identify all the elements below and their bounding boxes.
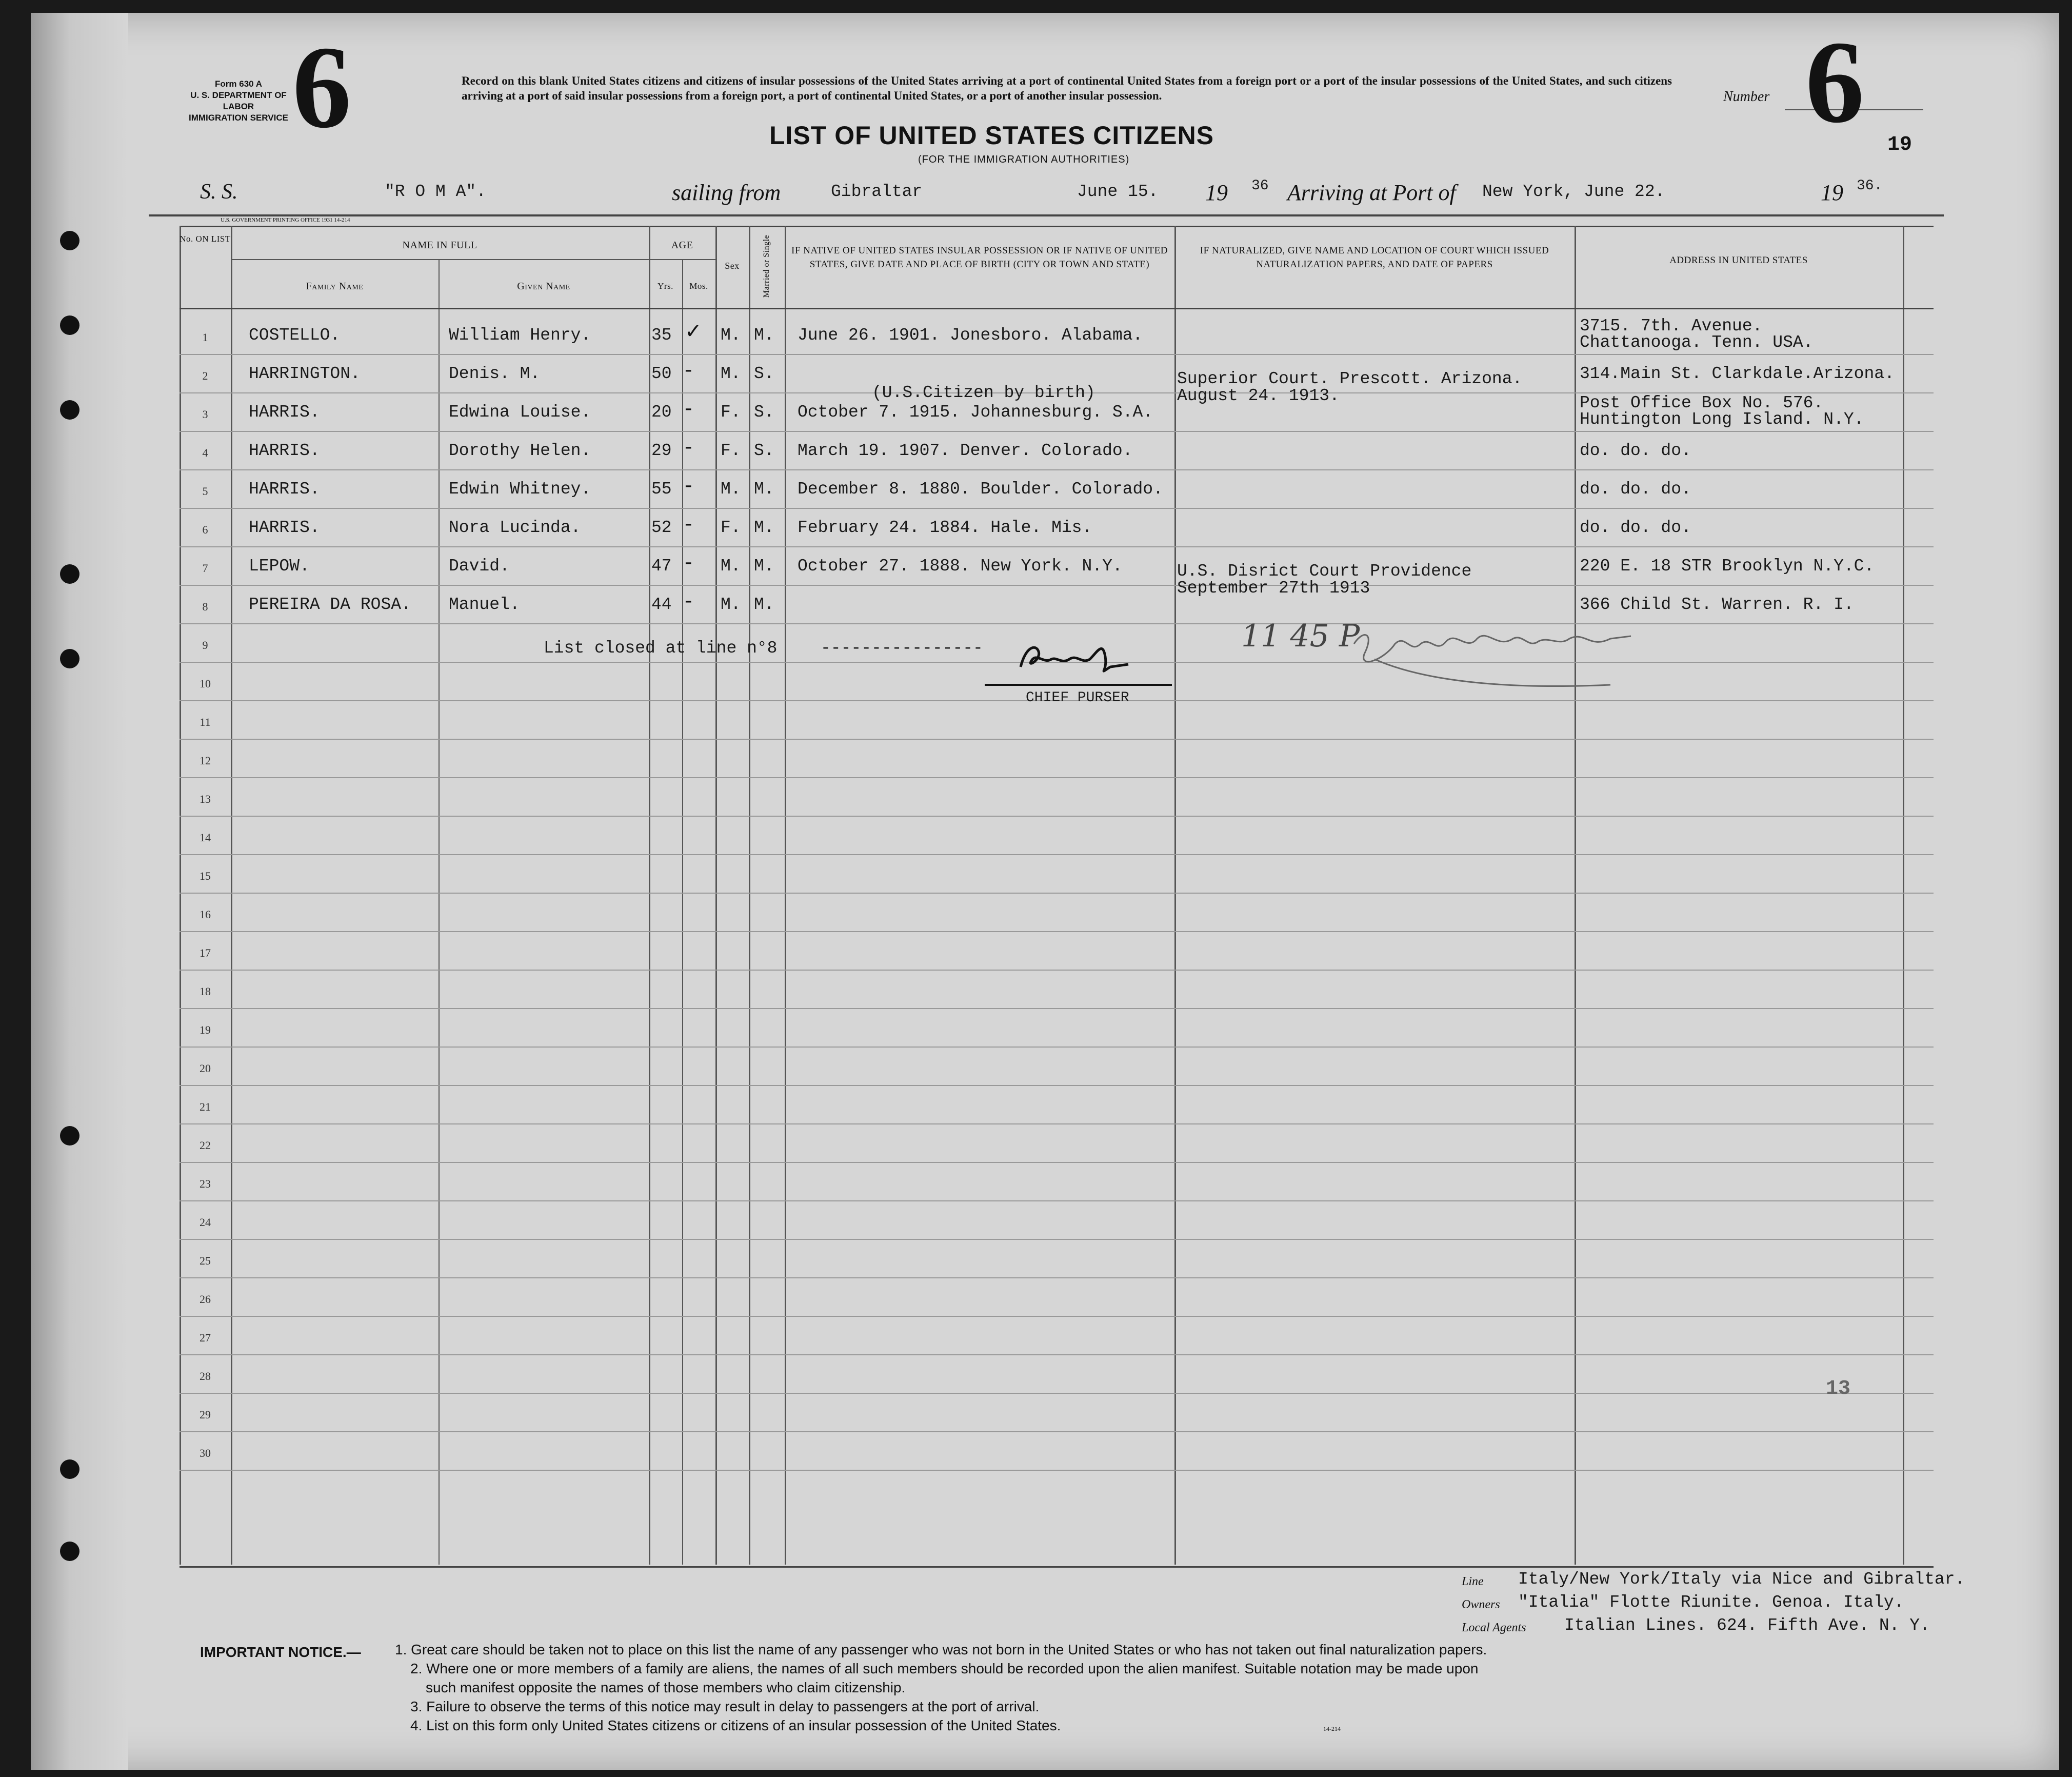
header-bottom-rule bbox=[180, 308, 1934, 309]
col-line bbox=[1903, 226, 1904, 1565]
birth-info: October 7. 1915. Johannesburg. S.A. bbox=[798, 403, 1153, 422]
big-number-right: 6 bbox=[1805, 16, 1864, 147]
birth-info: December 8. 1880. Boulder. Colorado. bbox=[798, 480, 1163, 499]
row-number: 11 bbox=[200, 716, 211, 728]
row-number: 19 bbox=[200, 1023, 211, 1036]
row-rule bbox=[180, 1162, 1934, 1163]
row-rule bbox=[180, 931, 1934, 932]
row-rule bbox=[180, 777, 1934, 778]
married-single: M. bbox=[754, 557, 774, 576]
address-line-1: 3715. 7th. Avenue. bbox=[1580, 317, 1763, 335]
row-number: 21 bbox=[200, 1100, 211, 1113]
row-rule bbox=[180, 854, 1934, 855]
service: IMMIGRATION SERVICE bbox=[189, 113, 288, 123]
punch-hole bbox=[60, 231, 79, 250]
family-name: HARRIS. bbox=[249, 518, 320, 537]
arrival-year: 36. bbox=[1857, 178, 1883, 194]
inspector-signature-svg bbox=[1344, 623, 1703, 700]
punch-hole bbox=[60, 1126, 79, 1146]
row-rule bbox=[180, 1008, 1934, 1009]
row-number: 7 bbox=[202, 562, 208, 575]
col-line bbox=[439, 259, 440, 1565]
row-rule bbox=[180, 546, 1934, 547]
row-number: 27 bbox=[200, 1331, 211, 1344]
printer-note: U.S. GOVERNMENT PRINTING OFFICE 1931 14-214 bbox=[221, 217, 350, 223]
birth-info: June 26. 1901. Jonesboro. Alabama. bbox=[798, 326, 1143, 345]
agents-label: Local Agents bbox=[1462, 1621, 1526, 1634]
col-line bbox=[1174, 226, 1176, 1565]
row-rule bbox=[180, 816, 1934, 817]
row-rule bbox=[180, 1393, 1934, 1394]
row-number: 4 bbox=[202, 446, 208, 459]
punch-hole bbox=[60, 400, 79, 420]
ss-label: S. S. bbox=[200, 180, 238, 204]
punch-hole bbox=[60, 649, 79, 668]
family-name: HARRINGTON. bbox=[249, 364, 361, 383]
handwritten-time: 11 45 P bbox=[1241, 618, 1360, 654]
naturalization-court: U.S. Disrict Court Providence bbox=[1177, 562, 1472, 581]
row-rule bbox=[180, 1085, 1934, 1086]
arriving-label: Arriving at Port of bbox=[1287, 180, 1456, 205]
given-name: Edwin Whitney. bbox=[449, 480, 591, 499]
address-line-1: do. do. do. bbox=[1580, 441, 1691, 460]
row-rule bbox=[180, 1200, 1934, 1201]
subheader-rule bbox=[231, 259, 715, 260]
punch-hole bbox=[60, 564, 79, 584]
age-months-mark: - bbox=[685, 435, 692, 459]
age-years: 44 bbox=[651, 595, 672, 614]
married-single: S. bbox=[754, 441, 774, 460]
form-code: 14-214 bbox=[1323, 1725, 1341, 1732]
sailing-label: sailing from bbox=[672, 180, 781, 205]
agents-value: Italian Lines. 624. Fifth Ave. N. Y. bbox=[1564, 1616, 1930, 1635]
age-months-mark: - bbox=[685, 473, 692, 497]
owners-label: Owners bbox=[1462, 1598, 1500, 1611]
given-name: David. bbox=[449, 557, 510, 576]
age-years: 47 bbox=[651, 557, 672, 576]
sex: M. bbox=[721, 364, 741, 383]
notice-1: 1. Great care should be taken not to place on this list the name of any passenger who was not born in the United States or who has not taken out final naturalization papers. bbox=[395, 1642, 1487, 1657]
col-header-birth: IF NATIVE OF UNITED STATES INSULAR POSSESSION OR IF NATIVE OF UNITED STATES, GIVE DATE AND PLACE OF BIRTH (CITY OR TOWN AND STATE) bbox=[791, 245, 1168, 270]
address-line-2: Huntington Long Island. N.Y. bbox=[1580, 410, 1864, 429]
address-line-1: 366 Child St. Warren. R. I. bbox=[1580, 595, 1854, 614]
chief-purser-label: CHIEF PURSER bbox=[1026, 690, 1129, 706]
page-title: LIST OF UNITED STATES CITIZENS bbox=[769, 121, 1214, 150]
age-months-mark: - bbox=[685, 512, 692, 536]
row-rule bbox=[180, 1316, 1934, 1317]
record-notice: Record on this blank United States citizens and citizens of insular possessions of the United States arriving at a port of continental United States from a foreign port or a port of the insular possessions of the United States, and such citizens arriving at a port of said insular possessions from a foreign port, a port of continental United States, or a port of another insular possession. bbox=[462, 74, 1672, 102]
row-number: 18 bbox=[200, 985, 211, 998]
row-rule bbox=[180, 469, 1934, 470]
row-rule bbox=[180, 1470, 1934, 1471]
address-line-2: Chattanooga. Tenn. USA. bbox=[1580, 333, 1814, 352]
col-line bbox=[785, 226, 786, 1565]
given-name: Manuel. bbox=[449, 595, 520, 614]
sex: M. bbox=[721, 557, 741, 576]
row-number: 14 bbox=[200, 831, 211, 844]
age-years: 50 bbox=[651, 364, 672, 383]
col-header-mos: Mos. bbox=[689, 281, 708, 291]
col-line bbox=[749, 226, 750, 1565]
row-number: 6 bbox=[202, 523, 208, 536]
row-number: 29 bbox=[200, 1408, 211, 1421]
form-id-block bbox=[185, 78, 292, 124]
given-name: Dorothy Helen. bbox=[449, 441, 591, 460]
age-months-mark: - bbox=[685, 397, 692, 420]
family-name: HARRIS. bbox=[249, 441, 320, 460]
row-number: 16 bbox=[200, 908, 211, 921]
row-number: 25 bbox=[200, 1254, 211, 1267]
sail-date: June 15. bbox=[1077, 182, 1159, 201]
col-line bbox=[231, 226, 232, 1565]
stamp-number: 13 bbox=[1826, 1377, 1851, 1400]
notice-2-cont: such manifest opposite the names of those members who claim citizenship. bbox=[426, 1680, 906, 1695]
row-number: 23 bbox=[200, 1177, 211, 1190]
col-line bbox=[649, 226, 650, 1565]
important-notice-label: IMPORTANT NOTICE.— bbox=[200, 1644, 361, 1660]
closing-dashes: ---------------- bbox=[821, 639, 983, 658]
notice-3: 3. Failure to observe the terms of this notice may result in delay to passengers at the port of arrival. bbox=[410, 1699, 1040, 1714]
big-number-left: 6 bbox=[292, 22, 351, 152]
row-number: 3 bbox=[202, 408, 208, 421]
arrival-port-date: New York, June 22. bbox=[1482, 182, 1665, 201]
age-months-mark: - bbox=[685, 589, 692, 613]
row-number: 9 bbox=[202, 639, 208, 651]
row-rule bbox=[180, 1431, 1934, 1432]
row-rule bbox=[180, 585, 1934, 586]
row-rule bbox=[180, 739, 1934, 740]
from-port: Gibraltar bbox=[831, 182, 923, 201]
row-number: 24 bbox=[200, 1216, 211, 1229]
sex: M. bbox=[721, 595, 741, 614]
given-name: Nora Lucinda. bbox=[449, 518, 581, 537]
row-rule bbox=[180, 1277, 1934, 1278]
age-years: 20 bbox=[651, 403, 672, 422]
age-months-mark: - bbox=[685, 358, 692, 382]
number-label: Number bbox=[1723, 89, 1770, 105]
family-name: PEREIRA DA ROSA. bbox=[249, 595, 411, 614]
married-single: M. bbox=[754, 518, 774, 537]
naturalization-date: August 24. 1913. bbox=[1177, 386, 1340, 405]
inspector-signature bbox=[1344, 623, 1703, 700]
row-number: 26 bbox=[200, 1293, 211, 1306]
punch-hole bbox=[60, 1542, 79, 1561]
family-name: HARRIS. bbox=[249, 480, 320, 499]
sail-year: 36 bbox=[1251, 178, 1269, 194]
naturalization-date: September 27th 1913 bbox=[1177, 579, 1370, 598]
col-header-no: No. ON LIST bbox=[180, 234, 231, 244]
family-name: HARRIS. bbox=[249, 403, 320, 422]
age-years: 29 bbox=[651, 441, 672, 460]
purser-signature-svg bbox=[980, 636, 1174, 687]
header-rule bbox=[149, 214, 1944, 216]
married-single: S. bbox=[754, 403, 774, 422]
col-header-age: AGE bbox=[671, 240, 693, 251]
line-value: Italy/New York/Italy via Nice and Gibraltar. bbox=[1518, 1570, 1965, 1589]
married-single: M. bbox=[754, 480, 774, 499]
row-number: 5 bbox=[202, 485, 208, 498]
married-single: M. bbox=[754, 595, 774, 614]
row-rule bbox=[180, 1123, 1934, 1124]
address-line-1: 220 E. 18 STR Brooklyn N.Y.C. bbox=[1580, 557, 1875, 576]
row-number: 22 bbox=[200, 1139, 211, 1152]
birth-info: October 27. 1888. New York. N.Y. bbox=[798, 557, 1123, 576]
age-years: 55 bbox=[651, 480, 672, 499]
punch-hole bbox=[60, 315, 79, 335]
row-rule bbox=[180, 508, 1934, 509]
address-line-1: do. do. do. bbox=[1580, 518, 1691, 537]
ship-name: "R O M A". bbox=[385, 182, 487, 201]
given-name: Denis. M. bbox=[449, 364, 541, 383]
row-rule bbox=[180, 970, 1934, 971]
row-rule bbox=[180, 1354, 1934, 1355]
col-line bbox=[682, 259, 683, 1565]
age-years: 35 bbox=[651, 326, 672, 345]
birth-note: (U.S.Citizen by birth) bbox=[872, 383, 1095, 402]
sex: M. bbox=[721, 480, 741, 499]
punch-hole bbox=[60, 1459, 79, 1479]
married-label: Married or Single bbox=[762, 234, 771, 298]
row-number: 8 bbox=[202, 600, 208, 613]
family-name: LEPOW. bbox=[249, 557, 310, 576]
sex: F. bbox=[721, 403, 741, 422]
row-number: 1 bbox=[202, 331, 208, 344]
row-number: 15 bbox=[200, 870, 211, 882]
row-rule bbox=[180, 431, 1934, 432]
sex: F. bbox=[721, 441, 741, 460]
page-number: 19 bbox=[1887, 133, 1912, 156]
purser-signature bbox=[980, 636, 1174, 687]
naturalization-court: Superior Court. Prescott. Arizona. bbox=[1177, 369, 1523, 388]
row-number: 20 bbox=[200, 1062, 211, 1075]
col-header-name: NAME IN FULL bbox=[402, 240, 477, 251]
col-header-naturalized: IF NATURALIZED, GIVE NAME AND LOCATION OF COURT WHICH ISSUED NATURALIZATION PAPERS, AND DATE OF PAPERS bbox=[1200, 245, 1549, 270]
age-months-mark: - bbox=[685, 550, 692, 574]
col-header-sex: Sex bbox=[725, 261, 740, 271]
manifest-page bbox=[31, 13, 2059, 1770]
line-label: Line bbox=[1462, 1575, 1484, 1588]
row-rule bbox=[180, 893, 1934, 894]
row-number: 17 bbox=[200, 946, 211, 959]
row-rule bbox=[180, 1239, 1934, 1240]
col-header-married bbox=[749, 231, 785, 308]
address-line-1: Post Office Box No. 576. bbox=[1580, 393, 1824, 412]
page-subtitle: (FOR THE IMMIGRATION AUTHORITIES) bbox=[918, 154, 1130, 165]
arrival-year-prefix: 19 bbox=[1821, 180, 1843, 205]
notice-4: 4. List on this form only United States citizens or citizens of an insular possession of the United States. bbox=[410, 1717, 1061, 1733]
notice-2: 2. Where one or more members of a family are aliens, the names of all such members should be recorded upon the alien manifest. Suitable notation may be made upon bbox=[410, 1661, 1479, 1676]
sex: F. bbox=[721, 518, 741, 537]
age-months-mark: ✓ bbox=[685, 320, 702, 343]
age-years: 52 bbox=[651, 518, 672, 537]
row-rule bbox=[180, 1047, 1934, 1048]
owners-value: "Italia" Flotte Riunite. Genoa. Italy. bbox=[1518, 1593, 1904, 1612]
birth-info: February 24. 1884. Hale. Mis. bbox=[798, 518, 1092, 537]
col-line bbox=[715, 226, 717, 1565]
address-line-1: 314.Main St. Clarkdale.Arizona. bbox=[1580, 364, 1895, 383]
row-number: 28 bbox=[200, 1370, 211, 1383]
form-number: Form 630 A bbox=[215, 79, 262, 89]
married-single: M. bbox=[754, 326, 774, 345]
married-single: S. bbox=[754, 364, 774, 383]
row-rule bbox=[180, 354, 1934, 355]
col-header-given: Given Name bbox=[517, 281, 570, 292]
col-header-address: ADDRESS IN UNITED STATES bbox=[1669, 255, 1808, 266]
col-header-family: Family Name bbox=[306, 281, 364, 292]
col-line bbox=[180, 226, 181, 1565]
family-name: COSTELLO. bbox=[249, 326, 341, 345]
col-line bbox=[1575, 226, 1576, 1565]
row-number: 30 bbox=[200, 1447, 211, 1459]
address-line-1: do. do. do. bbox=[1580, 480, 1691, 499]
year-prefix: 19 bbox=[1205, 180, 1228, 205]
row-number: 13 bbox=[200, 793, 211, 805]
row-number: 10 bbox=[200, 677, 211, 690]
page-edge bbox=[31, 13, 128, 1770]
col-header-yrs: Yrs. bbox=[658, 281, 673, 291]
list-closed-note: List closed at line n°8 bbox=[544, 639, 778, 658]
birth-info: March 19. 1907. Denver. Colorado. bbox=[798, 441, 1133, 460]
row-number: 12 bbox=[200, 754, 211, 767]
row-number: 2 bbox=[202, 369, 208, 382]
department: U. S. DEPARTMENT OF LABOR bbox=[190, 90, 287, 111]
given-name: Edwina Louise. bbox=[449, 403, 591, 422]
given-name: William Henry. bbox=[449, 326, 591, 345]
sex: M. bbox=[721, 326, 741, 345]
